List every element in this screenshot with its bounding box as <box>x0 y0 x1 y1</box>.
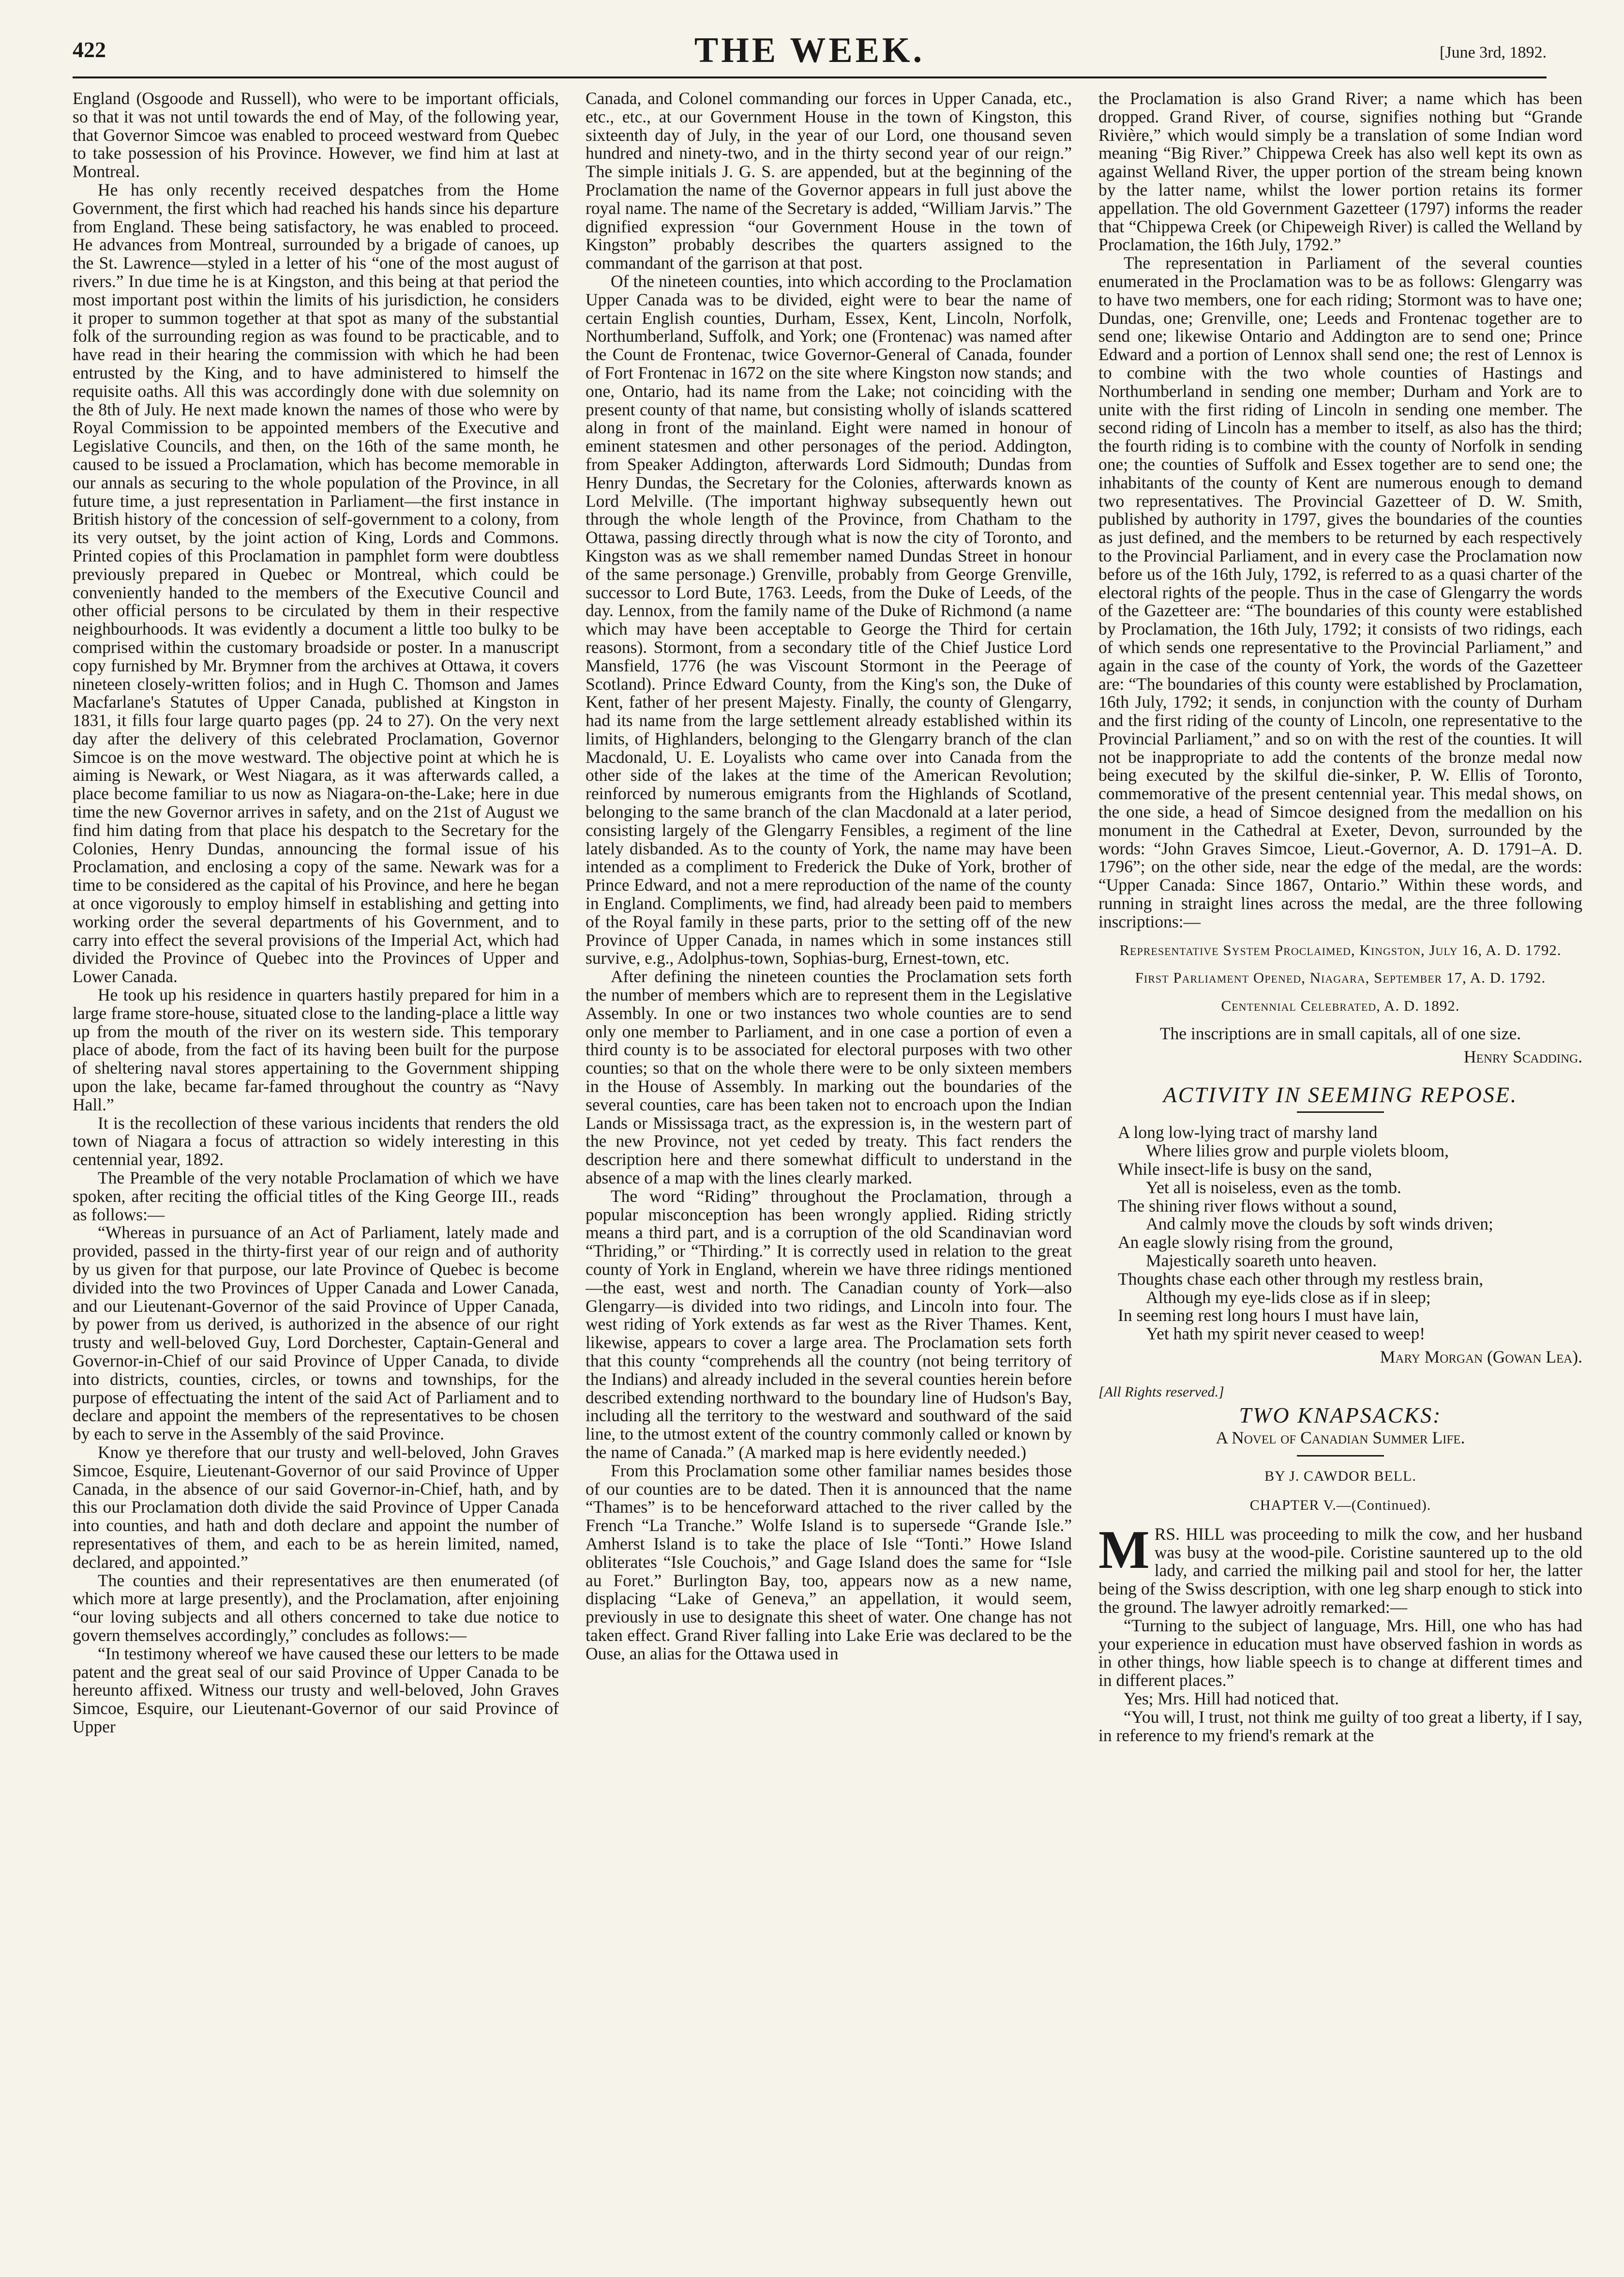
paragraph: the Proclamation is also Grand River; a name which has been dropped. Grand River, of course, signifies nothing but “Grande Rivière,” which would simply be a translation of some Indian word meaning “Big River.” Chippewa Creek has also well kept its own as against Welland River, the upper portion of the stream being known by the latter name, whilst the lower portion retains its former appellation. The old Government Gazetteer (1797) informs the reader that “Chippewa Creek (or Chipeweigh River) is called the Welland by Proclamation, the 16th July, 1792.” <box>1098 90 1582 255</box>
drop-cap: M <box>1098 1519 1150 1580</box>
paragraph: Canada, and Colonel commanding our forces in Upper Canada, etc., etc., etc., at our Government House in the town of Kingston, this sixteenth day of July, in the year of our Lord, one thousand seven hundred and ninety-two, and in the thirty second year of our reign.” The simple initials J. G. S. are appended, but at the beginning of the Proclamation the name of the Governor appears in full just above the royal name. The name of the Secretary is added, “William Jarvis.” The dignified expression “our Government House in the town of Kingston” probably describes the quarters assigned to the commandant of the garrison at that post. <box>586 90 1072 273</box>
poem-line: The shining river flows without a sound, <box>1118 1196 1397 1215</box>
poem-line: An eagle slowly rising from the ground, <box>1118 1232 1393 1252</box>
page-number: 422 <box>73 37 106 62</box>
quotation: Know ye therefore that our trusty and well-beloved, John Graves Simcoe, Esquire, Lieutenant-Governor of our said Province of Upper Canada, in the absence of our said Governor-in-Chief, hath, and by this our Proclamation doth divide the said Province of Upper Canada into counties, and hath and doth declare and appoint the number of representatives of them, and each to be as herein limited, named, declared, and appointed.” <box>73 1442 559 1572</box>
paragraph: “You will, I trust, not think me guilty of too great a liberty, if I say, in reference to my friend's remark at the <box>1098 1707 1582 1745</box>
poem-line: Thoughts chase each other through my restless brain, <box>1118 1269 1484 1289</box>
poem-line: And calmly move the clouds by soft winds driven; <box>1146 1214 1493 1234</box>
rights-notice: [All Rights reserved.] <box>1098 1383 1224 1400</box>
paragraph: The Preamble of the very notable Proclamation of which we have spoken, after reciting the official titles of the King George III., reads as follows:— <box>73 1168 559 1224</box>
poem-line: A long low-lying tract of marshy land <box>1118 1123 1378 1142</box>
column-2 <box>586 90 1072 2258</box>
poem-line: Majestically soareth unto heaven. <box>1146 1251 1377 1271</box>
poem-line: Yet all is noiseless, even as the tomb. <box>1146 1177 1401 1197</box>
paragraph: It is the recollection of these various incidents that renders the old town of Niagara a focus of attraction so widely interesting in this centennial year, 1892. <box>73 1113 559 1169</box>
poem-line: In seeming rest long hours I must have lain, <box>1118 1305 1419 1325</box>
column-3 <box>1098 90 1582 2258</box>
poem-title: ACTIVITY IN SEEMING REPOSE. <box>1163 1082 1518 1107</box>
masthead: THE WEEK. <box>694 30 925 70</box>
paragraph: The word “Riding” throughout the Proclamation, through a popular misconception has been wrongly applied. Riding strictly means a third part, and is a corruption of the old Scandinavian word “Thriding,” or “Thirding.” It is correctly used in relation to the great county of York in England, wherein we have three ridings mentioned—the east, west and north. The Canadian county of York—also Glengarry—is divided into two ridings, and Lincoln into four. The west riding of York extends as far west as the River Thames. Kent, likewise, appears to cover a large area. The Proclamation sets forth that this county “comprehends all the country (not being territory of the Indians) and already included in the several counties herein before described extending northward to the boundary line of Hudson's Bay, including all the territory to the westward and southward of the said line, to the utmost extent of the country commonly called or known by the name of Canada.” (A marked map is here evidently needed.) <box>586 1186 1072 1462</box>
chapter-heading: CHAPTER V.—(Continued). <box>1249 1497 1431 1513</box>
paragraph: He took up his residence in quarters hastily prepared for him in a large frame store-house, situated close to the landing-place a little way up from the mouth of the river on its western side. This temporary place of abode, from the fact of its having been built for the purpose of sheltering naval stores appertaining to the Government shipping upon the lake, became far-famed throughout the country as “Navy Hall.” <box>73 985 559 1114</box>
paragraph: England (Osgoode and Russell), who were to be important officials, so that it was not until towards the end of May, of the following year, that Governor Simcoe was enabled to proceed westward from Quebec to take possession of his Province. However, we find him at last at Montreal. <box>73 90 559 182</box>
poem-line: Where lilies grow and purple violets bloom, <box>1146 1141 1449 1161</box>
inscription-note: The inscriptions are in small capitals, all of one size. <box>1159 1024 1521 1044</box>
medal-inscription: First Parliament Opened, Niagara, September 17, A. D. 1792. <box>1135 969 1546 987</box>
quotation: “In testimony whereof we have caused these our letters to be made patent and the great seal of our said Province of Upper Canada to be hereunto affixed. Witness our trusty and well-beloved, John Graves Simcoe, Esquire, our Lieutenant-Governor of our said Province of Upper <box>73 1643 559 1736</box>
paragraph: After defining the nineteen counties the Proclamation sets forth the number of members which are to represent them in the Legislative Assembly. In one or two instances two whole counties are to send only one member to Parliament, and in one case a portion of even a third county is to be associated for electoral purposes with two other counties; so that on the whole there were to be only sixteen members in the House of Assembly. In marking out the boundaries of the several counties, care has been taken not to encroach upon the Indian Lands or Mississaga tract, as the expression is, in the western part of the new Province, not yet ceded by treaty. This fact renders the description here and there somewhat difficult to understand in the absence of a map with the lines clearly marked. <box>586 967 1072 1188</box>
paragraph: From this Proclamation some other familiar names besides those of our counties are to be dated. Then it is announced that the name “Thames” is to be henceforward attached to the river called by the French “La Tranche.” Wolfe Island is to supersede “Grande Isle.” Amherst Island is to take the place of Isle “Tonti.” Howe Island obliterates “Isle Couchois,” and Gage Island does the same for “Isle au Foret.” Burlington Bay, too, appears now as a new name, displacing “Lake of Geneva,” an appellation, it would seem, previously in use to designate this sheet of water. One change has not taken effect. Grand River falling into Lake Erie was declared to be the Ouse, an alias for the Ottawa used in <box>586 1460 1072 1663</box>
serial-byline: BY J. CAWDOR BELL. <box>1264 1468 1416 1485</box>
poem-stanza <box>1118 1197 1582 1270</box>
poem <box>1118 1123 1582 1343</box>
quotation: “Whereas in pursuance of an Act of Parliament, lately made and provided, passed in the thirty-first year of our reign and of authority by us given for that purpose, our late Province of Quebec is become divided into the two Provinces of Upper Canada and Lower Canada, and our Lieutenant-Governor of the said Province of Upper Canada, by power from us derived, is authorized in the absence of our right trusty and well-beloved Guy, Lord Dorchester, Captain-General and Governor-in-Chief of our said Province of Upper Canada, to divide into districts, counties, circles, or towns and townships, for the purpose of effectuating the intent of the said Act of Parliament and to declare and appoint the members of the representatives to be chosen by each to serve in the Assembly of the said Province. <box>73 1223 559 1444</box>
poem-author: Mary Morgan (Gowan Lea). <box>1380 1347 1582 1366</box>
divider <box>1297 1455 1384 1457</box>
serial-title: TWO KNAPSACKS: <box>1239 1402 1442 1427</box>
column-1 <box>73 90 559 2258</box>
poem-stanza <box>1118 1123 1582 1197</box>
poem-stanza <box>1118 1270 1582 1343</box>
divider <box>1297 1111 1384 1113</box>
paragraph-text: RS. HILL was proceeding to milk the cow, and her husband was busy at the wood-pile. Coristine sauntered up to the old lady, and carried the milking pail and stool for her, the latter being of the Swiss description, with one leg sharp enough to stick into the ground. The lawyer adroitly remarked:— <box>1098 1524 1582 1617</box>
paragraph: Of the nineteen counties, into which according to the Proclamation Upper Canada was to be divided, eight were to bear the name of certain English counties, Durham, Essex, Kent, Lincoln, Norfolk, Northumberland, Suffolk, and York; one (Frontenac) was named after the Count de Frontenac, twice Governor-General of Canada, founder of Fort Frontenac in 1672 on the site where Kingston now stands; and one, Ontario, had its name from the Lake; not coinciding with the present county of that name, but consisting wholly of islands scattered along in front of the mainland. Eight were named in honour of eminent statesmen and other personages of the period. Addington, from Speaker Addington, afterwards Lord Sidmouth; Dundas from Henry Dundas, the Secretary for the Colonies, afterwards known as Lord Melville. (The important highway subsequently hewn out through the whole length of the Province, from Chatham to the Ottawa, passing directly through what is now the city of Toronto, and Kingston was as we shall remember named Dundas Street in honour of the same personage.) Grenville, probably from George Grenville, successor to Lord Bute, 1763. Leeds, from the Duke of Leeds, of the day. Lennox, from the family name of the Duke of Richmond (a name which may have been acceptable to George the Third for certain reasons). Stormont, from a secondary title of the Chief Justice Lord Mansfield, 1776 (he was Viscount Stormont in the Peerage of Scotland). Prince Edward County, from the King's son, the Duke of Kent, father of her present Majesty. Finally, the county of Glengarry, had its name from the large settlement already established within its limits, of Highlanders, belonging to the Glengarry branch of the clan Macdonald, U. E. Loyalists who came over into Canada from the other side of the lakes at the time of the American Revolution; reinforced by numerous emigrants from the Highlands of Scotland, belonging to the same branch of the clan Macdonald at a later period, consisting largely of the Glengarry Fensibles, a regiment of the line lately disbanded. As to the county of York, the name may have been intended as a compliment to Frederick the Duke of York, brother of Prince Edward, and not a mere reproduction of the name of the county in England. Compliments, we find, had already been paid to members of the Royal family in these parts, prior to the setting off of the new Province of Upper Canada, in names which in some instances still survive, e.g., Adolphus-town, Sophias-burg, Ernest-town, etc. <box>586 271 1072 968</box>
paragraph <box>1098 1519 1582 1617</box>
page-header <box>73 30 1547 74</box>
paragraph: Yes; Mrs. Hill had noticed that. <box>1124 1688 1339 1708</box>
header-rule <box>73 76 1547 78</box>
medal-inscription: Representative System Proclaimed, Kingston, July 16, A. D. 1792. <box>1119 941 1562 958</box>
poem-line: While insect-life is busy on the sand, <box>1118 1159 1372 1179</box>
poem-line: Yet hath my spirit never ceased to weep! <box>1146 1324 1426 1344</box>
paragraph: The counties and their representatives are then enumerated (of which more at large presently), and the Proclamation, after enjoining “our loving subjects and all others concerned to take due notice to govern themselves accordingly,” concludes as follows:— <box>73 1570 559 1645</box>
issue-date: [June 3rd, 1892. <box>1440 44 1547 61</box>
paragraph: The representation in Parliament of the several counties enumerated in the Proclamation was to be as follows: Glengarry was to have two members, one for each riding; Stormont was to have one; Dundas, one; Grenville, one; Leeds and Frontenac together are to send one; likewise Ontario and Addington are to send one; Prince Edward and a portion of Lennox shall send one; the rest of Lennox is to combine with the two whole counties of Hastings and Northumberland in sending one member; Durham and York are to unite with the first riding of Lincoln in sending one member. The second riding of Lincoln has a member to itself, as also has the third; the fourth riding is to combine with the county of Norfolk in sending one; the counties of Suffolk and Essex together are to send one; the inhabitants of the county of Kent are numerous enough to demand two representatives. The Provincial Gazetteer of D. W. Smith, published by authority in 1797, gives the boundaries of the counties as just defined, and the members to be returned by each respectively to the Provincial Parliament, and in every case the Proclamation now before us of the 16th July, 1792, is referred to as a quasi charter of the electoral rights of the people. Thus in the case of Glengarry the words of the Gazetteer are: “The boundaries of this county were established by Proclamation, the 16th July, 1792; it consists of two ridings, each of which sends one representative to the Provincial Parliament,” and again in the case of the county of York, the words of the Gazetteer are: “The boundaries of this county were established by Proclamation, 16th July, 1792; it sends, in conjunction with the county of Durham and the first riding of the county of Lincoln, one representative to the Provincial Parliament,” and so on with the rest of the counties. It will not be inappropriate to add the contents of the bronze medal now being executed by the skilful die-sinker, P. W. Ellis of Toronto, commemorative of the present centennial year. This medal shows, on the one side, a head of Simcoe designed from the medallion on his monument in the Cathedral at Exeter, Devon, surrounded by the words: “John Graves Simcoe, Lieut.-Governor, A. D. 1791–A. D. 1796”; on the other side, near the edge of the medal, are the words: “Upper Canada: Since 1867, Ontario.” Within these words, and running in straight lines across the medal, are the three following inscriptions:— <box>1098 253 1582 931</box>
poem-line: Although my eye-lids close as if in sleep; <box>1146 1287 1431 1307</box>
paragraph: “Turning to the subject of language, Mrs. Hill, one who has had your experience in education must have observed fashion in words as in other things, how liable speech is to change at different times and in different places.” <box>1098 1615 1582 1690</box>
paragraph: He has only recently received despatches from the Home Government, the first which had reached his hands since his departure from England. These being satisfactory, he was enabled to proceed. He advances from Montreal, surrounded by a brigade of canoes, up the St. Lawrence—styled in a letter of his “one of the most august of rivers.” In due time he is at Kingston, and this being at that period the most important post within the limits of his jurisdiction, he considers it proper to summon together at that spot as many of the substantial folk of the surrounding region as was found to be practicable, and to have read in their hearing the commission with which he had been entrusted by the King, and to have administered to himself the requisite oaths. All this was accordingly done with due solemnity on the 8th of July. He next made known the names of those who were by Royal Commission to be appointed members of the Executive and Legislative Councils, and then, on the 16th of the same month, he caused to be issued a Proclamation, which has become memorable in our annals as securing to the whole population of the Province, in all future time, a just representation in Parliament—the first instance in British history of the concession of self-government to a colony, from its very outset, by the joint action of King, Lords and Commons. Printed copies of this Proclamation in pamphlet form were doubtless previously prepared in Quebec or Montreal, which could be conveniently handed to the members of the Executive Council and other official persons to be circulated by them in their respective neighbourhoods. It was evidently a document a little too bulky to be comprised within the customary broadside or poster. In a manuscript copy furnished by Mr. Brymner from the archives at Ottawa, it covers nineteen closely-written folios; and in Hugh C. Thomson and James Macfarlane's Statutes of Upper Canada, published at Kingston in 1831, it fills four large quarto pages (pp. 24 to 27). On the very next day after the delivery of this celebrated Proclamation, Governor Simcoe is on the move westward. The objective point at which he is aiming is Newark, or West Niagara, as it was afterwards called, a place become familiar to us now as Niagara-on-the-Lake; here in due time the new Governor arrives in safety, and on the 21st of August we find him dating from that place his despatch to the Secretary for the Colonies, Henry Dundas, announcing the formal issue of his Proclamation, and enclosing a copy of the same. Newark was for a time to be considered as the capital of his Province, and here he began at once vigorously to employ himself in establishing and getting into working order the several departments of his Government, and to carry into effect the several provisions of the Imperial Act, which had divided the Province of Quebec into the Provinces of Upper and Lower Canada. <box>73 180 559 987</box>
medal-inscription: Centennial Celebrated, A. D. 1892. <box>1221 997 1460 1015</box>
author-signature: Henry Scadding. <box>1463 1047 1582 1066</box>
serial-subtitle: A Novel of Canadian Summer Life. <box>1216 1428 1465 1448</box>
